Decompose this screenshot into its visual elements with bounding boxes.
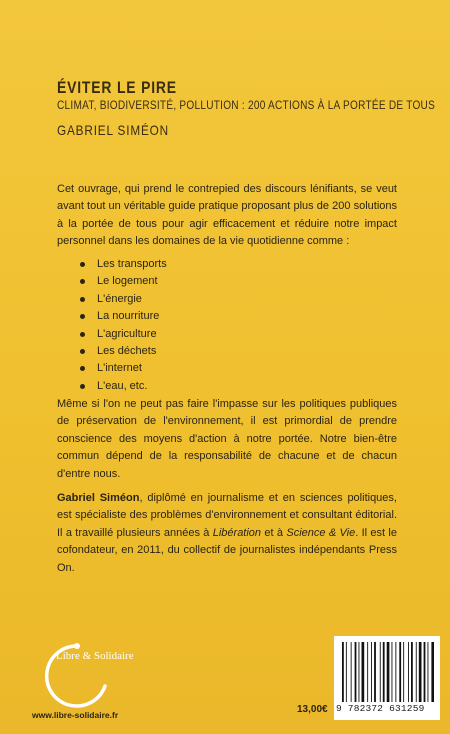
bio-text-1: , diplômé en journalisme et en sciences politiques, est spécialiste des problèmes d'environnement et consultant éditorial. Il a travaillé plusieurs années à: [57, 492, 397, 539]
list-item: Les transports: [80, 256, 167, 273]
price-label: 13,00€: [297, 704, 328, 715]
list-item: L'internet: [80, 360, 167, 377]
bio-text-3: . Il est le cofondateur, en 2011, du collectif de journalistes indépendants Press On.: [57, 526, 397, 574]
book-subtitle: CLIMAT, BIODIVERSITÉ, POLLUTION : 200 ACTIONS À LA PORTÉE DE TOUS: [57, 98, 436, 112]
list-item: L'eau, etc.: [80, 378, 167, 395]
list-item: L'agriculture: [80, 326, 167, 343]
publisher-website: www.libre-solidaire.fr: [32, 710, 119, 720]
publisher-name: Libre & Solidaire: [56, 650, 134, 662]
barcode-bars-icon: [342, 642, 434, 702]
bio-author-name: Gabriel Siméon: [57, 492, 140, 504]
second-paragraph: Même si l'on ne peut pas faire l'impasse sur les politiques publiques de préservation de l'environnement, il est primordial de prendre conscience des moyens d'action à notre portée. Notre bien-être commun dépend de la responsabilité de chacune et de chacun d'entre nous.: [57, 398, 397, 480]
list-item: L'énergie: [80, 291, 167, 308]
bio-text-2: et à: [261, 526, 287, 539]
bio-publication-1: Libération: [212, 526, 262, 539]
list-item: Le logement: [80, 273, 167, 290]
list-item: Les déchets: [80, 343, 167, 360]
author-bio: [57, 490, 397, 577]
barcode: [334, 636, 440, 720]
intro-paragraph: Cet ouvrage, qui prend le contrepied des discours lénifiants, se veut avant tout un véritable guide pratique proposant plus de 200 solutions à la portée de tous pour agir efficacement et réduire notre impact personnel dans les domaines de la vie quotidienne comme :: [57, 183, 397, 248]
list-item: La nourriture: [80, 308, 167, 325]
bio-publication-2: Science & Vie: [286, 526, 356, 539]
book-author: GABRIEL SIMÉON: [57, 122, 169, 138]
domains-list: [80, 256, 167, 395]
isbn-number: 9 782372 631259: [336, 703, 425, 714]
book-title: ÉVITER LE PIRE: [57, 78, 177, 97]
